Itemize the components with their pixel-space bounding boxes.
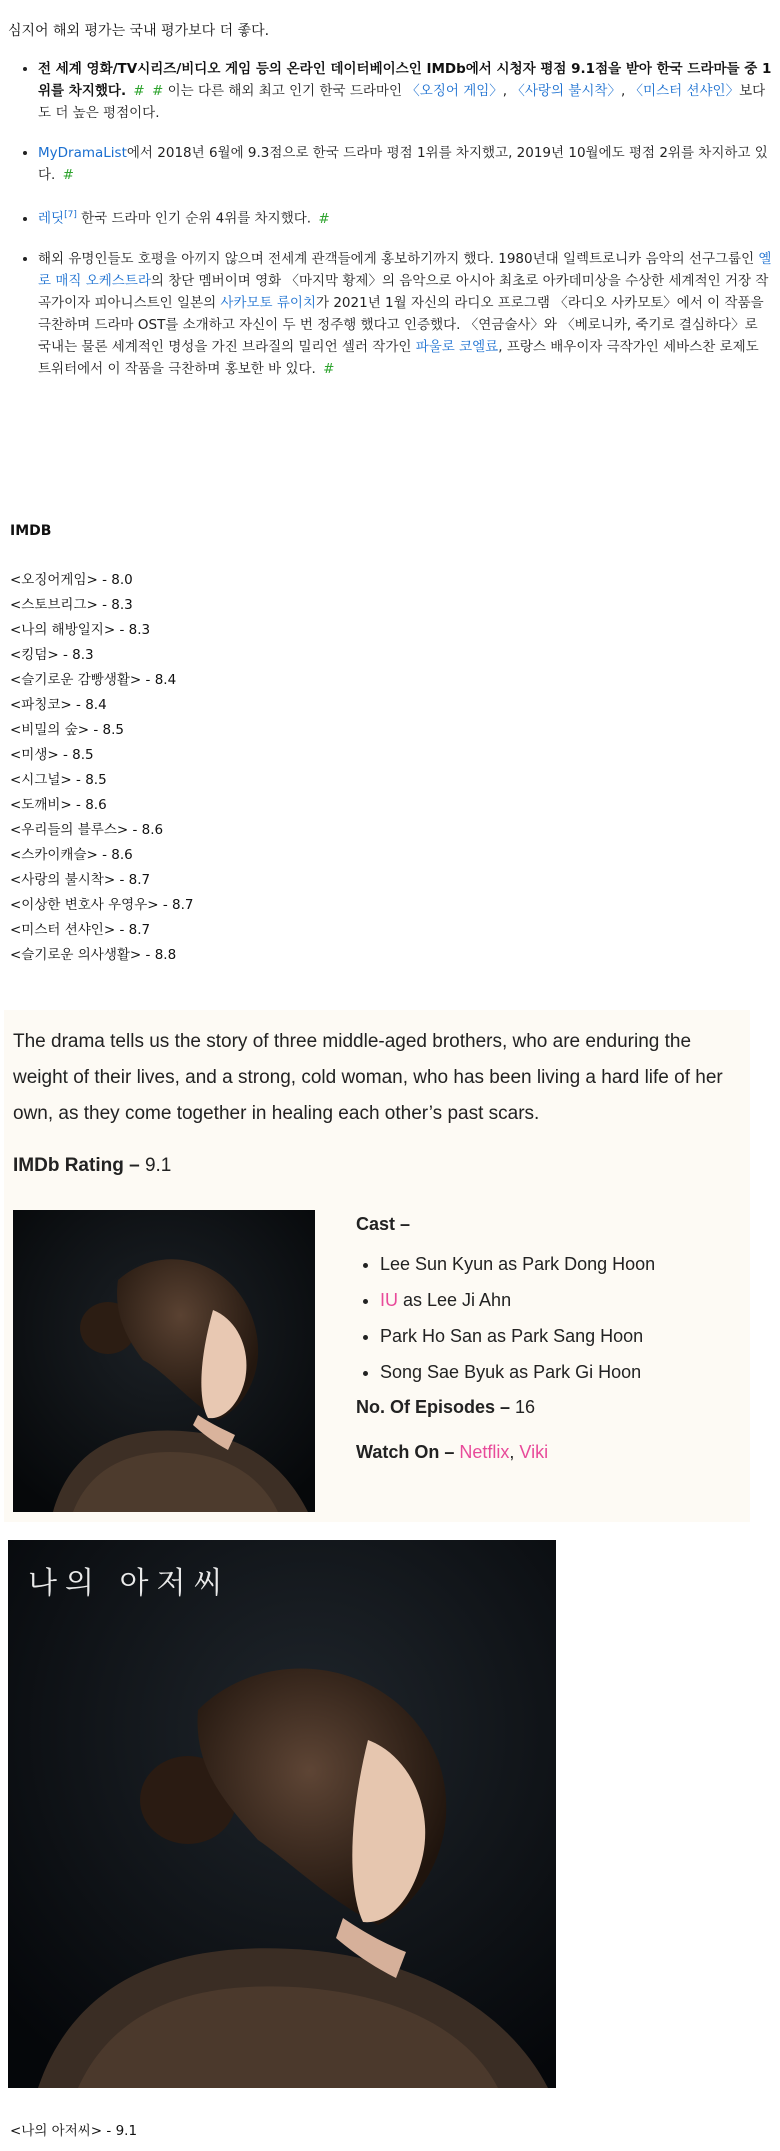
list-item: <우리들의 블루스> - 8.6 xyxy=(10,822,164,838)
drama-description: The drama tells us the story of three middle-aged brothers, who are enduring the weight of their lives, and a strong, cold woman, who has been living a hard life of her own, as they come together in healing each other’s past scars. xyxy=(13,1031,723,1124)
list-item: <오징어게임> - 8.0 xyxy=(10,572,133,588)
intro-text: 심지어 해외 평가는 국내 평가보다 더 좋다. xyxy=(8,23,270,39)
list-item: <비밀의 숲> - 8.5 xyxy=(10,722,125,738)
bullet-text: 해외 유명인들도 호평을 아끼지 않으며 전세계 관객들에게 홍보하기까지 했다. 1980년대 일렉트로니카 음악의 선구그룹인 xyxy=(38,250,759,267)
separator: , xyxy=(509,1442,515,1462)
list-item: <미생> - 8.5 xyxy=(10,747,94,763)
link-squid-game[interactable]: 〈오징어 게임〉 xyxy=(406,83,503,99)
rating-label: IMDb Rating – xyxy=(13,1155,140,1176)
list-item: <미스터 션샤인> - 8.7 xyxy=(10,922,151,938)
list-item: <사랑의 불시착> - 8.7 xyxy=(10,872,151,888)
link-mydramalist[interactable]: MyDramaList xyxy=(38,145,127,161)
list-item: <나의 해방일지> - 8.3 xyxy=(10,622,151,638)
bullet-celebrities xyxy=(38,248,780,380)
poster-caption: <나의 아저씨> - 9.1 xyxy=(10,2123,138,2139)
bullet-text: 한국 드라마 인기 순위 4위를 차지했다. xyxy=(76,210,312,227)
poster-illustration xyxy=(8,1540,556,2088)
separator: , xyxy=(502,83,508,99)
bullet-text: 보다도 더 높은 평점이다. xyxy=(38,83,766,121)
separator: , xyxy=(620,83,626,99)
hash-link[interactable]: # xyxy=(323,360,335,377)
hash-link[interactable]: # xyxy=(133,83,145,99)
poster-title: 나의 아저씨 xyxy=(28,1566,231,1601)
cast-list xyxy=(356,1253,736,1383)
bullet-text: 에서 2018년 6월에 9.3점으로 한국 드라마 평점 1위를 차지했고, 2019년 10월에도 평점 2위를 차지하고 있다. xyxy=(38,145,768,183)
footnote-link[interactable]: [7] xyxy=(64,210,77,220)
list-item: <도깨비> - 8.6 xyxy=(10,797,107,813)
link-netflix[interactable]: Netflix xyxy=(459,1442,510,1462)
list-item: <슬기로운 감빵생활> - 8.4 xyxy=(10,672,177,688)
link-ymo[interactable]: 옐로 매직 오케스트라 xyxy=(38,250,772,289)
hash-link[interactable]: # xyxy=(62,167,74,183)
list-item: <킹덤> - 8.3 xyxy=(10,647,94,663)
list-item: <이상한 변호사 우영우> - 8.7 xyxy=(10,897,194,913)
list-item: <시그널> - 8.5 xyxy=(10,772,107,788)
list-item: <파칭코> - 8.4 xyxy=(10,697,107,713)
imdb-heading: IMDB xyxy=(10,523,52,539)
link-reddit[interactable]: 레딧 xyxy=(38,210,65,227)
cast-block xyxy=(356,1202,736,1487)
review-bullet-list xyxy=(10,58,780,398)
bullet-text: 의 창단 멤버이며 영화 〈마지막 황제〉의 음악으로 아시아 최초로 아카데미상을 수상한 세계적인 거장 작곡가이자 피아니스트인 일본의 xyxy=(38,272,769,311)
hash-link[interactable]: # xyxy=(151,83,164,99)
episodes-label: No. Of Episodes – xyxy=(356,1397,511,1417)
rating-value: 9.1 xyxy=(144,1155,172,1176)
portrait-illustration xyxy=(13,1210,315,1512)
drama-still-image xyxy=(13,1210,315,1512)
episodes-value: 16 xyxy=(515,1397,536,1417)
list-item: • Song Sae Byuk as Park Gi Hoon xyxy=(380,1361,736,1383)
drama-info-card xyxy=(4,1010,750,1522)
drama-poster-image xyxy=(8,1540,556,2088)
hash-link[interactable]: # xyxy=(318,210,330,227)
bullet-mydramalist xyxy=(38,142,780,186)
imdb-ranking-list xyxy=(10,568,194,968)
link-crash-landing[interactable]: 〈사랑의 불시착〉 xyxy=(511,83,621,99)
list-item: • Park Ho San as Park Sang Hoon xyxy=(380,1325,736,1347)
bullet-reddit xyxy=(38,204,780,230)
watch-label: Watch On – xyxy=(356,1442,455,1462)
cast-role: as Lee Ji Ahn xyxy=(398,1290,512,1310)
imdb-rating xyxy=(13,1155,171,1177)
list-item: • Lee Sun Kyun as Park Dong Hoon xyxy=(380,1253,736,1275)
list-item xyxy=(380,1289,736,1311)
list-item: <슬기로운 의사생활> - 8.8 xyxy=(10,947,177,963)
link-mr-sunshine[interactable]: 〈미스터 션샤인〉 xyxy=(629,83,740,99)
cast-label: Cast – xyxy=(356,1214,411,1234)
episodes-row xyxy=(356,1397,736,1418)
link-viki[interactable]: Viki xyxy=(519,1442,549,1462)
link-coelho[interactable]: 파울로 코엘료 xyxy=(415,338,499,355)
list-item: <스토브리그> - 8.3 xyxy=(10,597,133,613)
bullet-imdb xyxy=(38,58,780,124)
bullet-text: , 프랑스 배우이자 극작가인 세바스찬 로제도 트위터에서 이 작품을 극찬하며 홍보한 바 있다. xyxy=(38,338,759,377)
watch-row xyxy=(356,1442,736,1463)
link-sakamoto[interactable]: 사카모토 류이치 xyxy=(220,294,316,311)
bullet-text: 가 2021년 1월 자신의 라디오 프로그램 〈라디오 사카모토〉에서 이 작품을 극찬하며 드라마 OST를 소개하고 자신이 두 번 정주행 했다고 인증했다. 〈연금술사〉와 〈베로니카, 죽기로 결심하다〉로 국내는 물론 세계적인 명성을 가진 브라질의 밀리언 셀러 작가인 xyxy=(38,294,764,355)
link-iu[interactable]: IU xyxy=(380,1290,398,1310)
list-item: <스카이캐슬> - 8.6 xyxy=(10,847,133,863)
bullet-text: 이는 다른 해외 최고 인기 한국 드라마인 xyxy=(167,83,402,99)
imdb-bold-text: 전 세계 영화/TV시리즈/비디오 게임 등의 온라인 데이터베이스인 IMDb에서 시청자 평점 9.1점을 받아 한국 드라마들 중 1위를 차지했다. xyxy=(38,61,772,99)
